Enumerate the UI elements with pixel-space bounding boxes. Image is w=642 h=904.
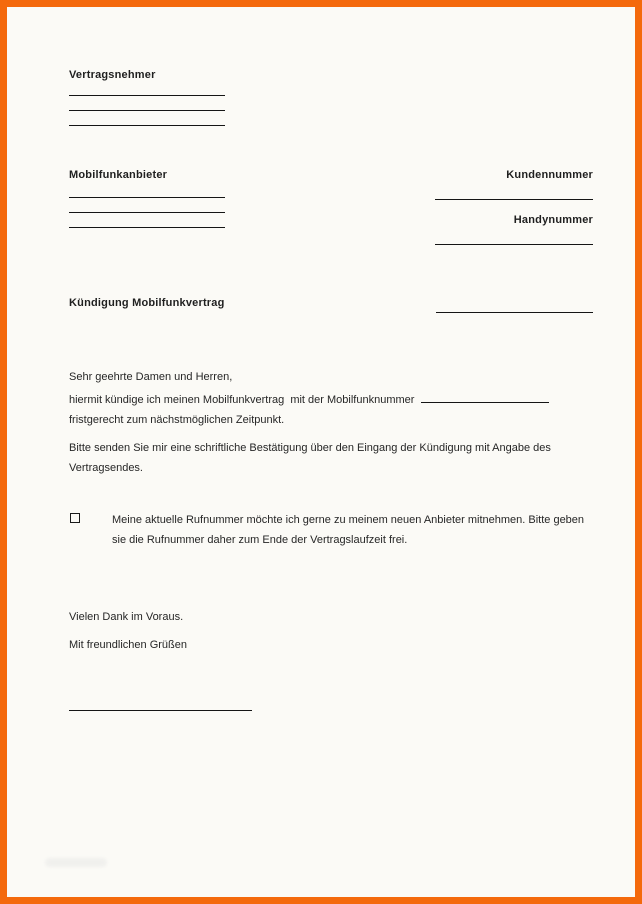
signature-blank-line bbox=[69, 710, 252, 711]
number-portability-line2: sie die Rufnummer daher zum Ende der Vertragslaufzeit frei. bbox=[112, 534, 408, 546]
watermark bbox=[45, 858, 107, 867]
paragraph-termination bbox=[69, 390, 599, 430]
contract-holder-blank-line-3 bbox=[69, 125, 225, 126]
number-portability-checkbox[interactable] bbox=[70, 513, 80, 523]
paragraph-termination-line1: hiermit kündige ich meinen Mobilfunkvertrag mit der Mobilfunknummer bbox=[69, 394, 415, 406]
contract-holder-label: Vertragsnehmer bbox=[69, 69, 156, 81]
contract-holder-blank-line-2 bbox=[69, 110, 225, 111]
number-portability-line1: Meine aktuelle Rufnummer möchte ich gerne zu meinem neuen Anbieter mitnehmen. Bitte geben bbox=[112, 514, 585, 526]
paragraph-confirmation bbox=[69, 438, 589, 478]
phone-number-blank-line bbox=[435, 244, 593, 245]
provider-blank-line-1 bbox=[69, 197, 225, 198]
provider-blank-line-2 bbox=[69, 212, 225, 213]
subject-line: Kündigung Mobilfunkvertrag bbox=[69, 297, 225, 309]
closing-line: Mit freundlichen Grüßen bbox=[69, 639, 187, 651]
paragraph-termination-line2: fristgerecht zum nächstmöglichen Zeitpunkt. bbox=[69, 414, 285, 426]
phone-number-label: Handynummer bbox=[513, 214, 593, 226]
salutation: Sehr geehrte Damen und Herren, bbox=[69, 371, 233, 383]
number-portability-text bbox=[112, 510, 602, 550]
mobile-number-blank-line bbox=[421, 392, 549, 403]
customer-number-label: Kundennummer bbox=[506, 169, 593, 181]
date-blank-line bbox=[436, 312, 593, 313]
customer-number-blank-line bbox=[435, 199, 593, 200]
provider-blank-line-3 bbox=[69, 227, 225, 228]
thanks-line: Vielen Dank im Voraus. bbox=[69, 611, 184, 623]
provider-label: Mobilfunkanbieter bbox=[69, 169, 168, 181]
paragraph-confirmation-line2: Vertragsendes. bbox=[69, 462, 143, 474]
paragraph-confirmation-line1: Bitte senden Sie mir eine schriftliche Bestätigung über den Eingang der Kündigung mit Angabe des bbox=[69, 442, 551, 454]
contract-holder-blank-line-1 bbox=[69, 95, 225, 96]
